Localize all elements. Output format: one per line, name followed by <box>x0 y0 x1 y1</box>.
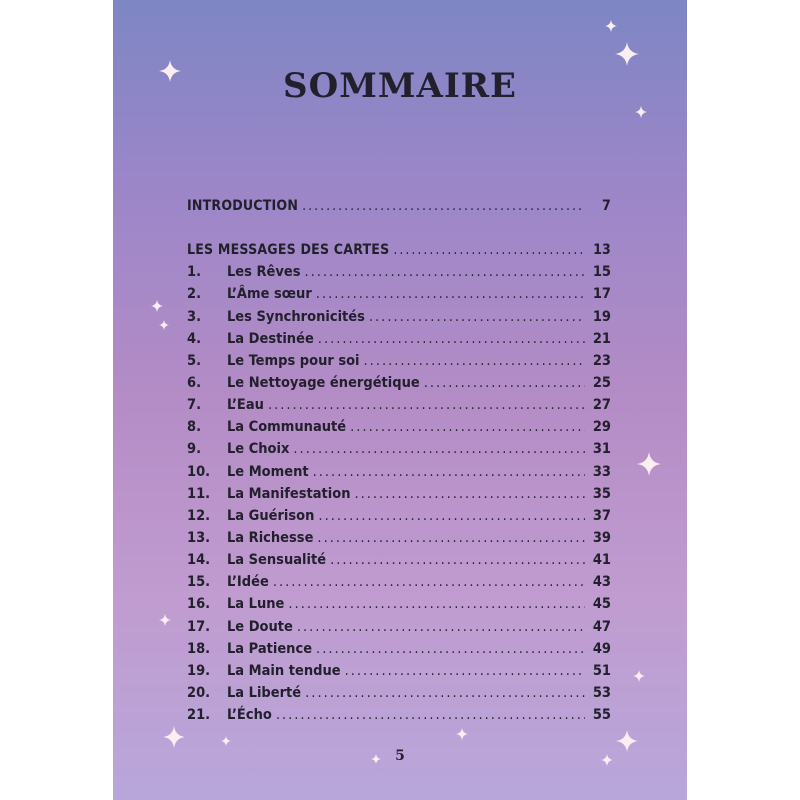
dot-leader <box>364 353 585 369</box>
toc-entry-page: 29 <box>592 419 611 436</box>
dot-leader <box>316 641 585 657</box>
toc-entry-label: La Sensualité <box>227 552 327 569</box>
toc-entry-number: 6. <box>187 374 202 391</box>
toc-entry-page: 17 <box>592 286 611 303</box>
toc-entry-page: 35 <box>592 485 611 502</box>
dot-leader <box>330 552 585 568</box>
dot-leader <box>318 508 585 524</box>
dot-leader <box>293 441 585 457</box>
dot-leader <box>317 530 585 546</box>
toc-entry-label: Le Choix <box>227 441 290 458</box>
page-title: SOMMAIRE <box>283 66 517 106</box>
page-number: 5 <box>395 748 405 764</box>
toc-entry-page: 23 <box>592 352 611 369</box>
toc-entry[interactable] <box>187 397 611 419</box>
toc-entry-number: 5. <box>187 352 202 369</box>
sparkle-star-icon <box>159 614 171 626</box>
toc-entry-label: La Destinée <box>227 330 314 347</box>
dot-leader <box>354 486 585 502</box>
toc-entry[interactable] <box>187 486 611 508</box>
toc-entry[interactable] <box>187 309 611 331</box>
toc-entry-page: 45 <box>592 596 611 613</box>
sparkle-star-icon <box>151 300 163 312</box>
toc-entry-label: L’Âme sœur <box>227 286 312 303</box>
toc-entry-number: 4. <box>187 330 202 347</box>
table-of-contents <box>187 198 611 729</box>
toc-entry-number: 20. <box>187 684 211 701</box>
toc-introduction[interactable] <box>187 198 611 220</box>
toc-entry-page: 39 <box>592 529 611 546</box>
toc-entry-page: 19 <box>592 308 611 325</box>
dot-leader <box>273 574 585 590</box>
toc-entry-label: La Main tendue <box>227 662 341 679</box>
toc-entry-page: 55 <box>592 707 611 724</box>
toc-introduction-label: INTRODUCTION <box>187 198 299 214</box>
toc-entry-label: Le Moment <box>227 463 309 480</box>
toc-entry-page: 37 <box>592 507 611 524</box>
toc-entry-label: La Patience <box>227 640 313 657</box>
dot-leader <box>316 286 585 302</box>
toc-entry-number: 15. <box>187 574 211 591</box>
toc-entry-label: Le Doute <box>227 618 293 635</box>
toc-entry-label: L’Eau <box>227 397 264 414</box>
toc-entry[interactable] <box>187 574 611 596</box>
toc-entry[interactable] <box>187 508 611 530</box>
toc-entry-number: 18. <box>187 640 211 657</box>
toc-entry-page: 15 <box>592 264 611 281</box>
toc-entry-label: Le Nettoyage énergétique <box>227 374 420 391</box>
dot-leader <box>297 619 585 635</box>
toc-entry-number: 13. <box>187 529 211 546</box>
toc-entry[interactable] <box>187 707 611 729</box>
toc-section-header[interactable] <box>187 242 611 264</box>
toc-entry-number: 9. <box>187 441 202 458</box>
toc-section-page: 13 <box>593 242 611 259</box>
sparkle-star-icon <box>605 20 617 32</box>
toc-entry-number: 8. <box>187 419 202 436</box>
toc-entry-page: 25 <box>592 374 611 391</box>
toc-introduction-page: 7 <box>602 198 611 214</box>
spacer <box>187 220 611 242</box>
toc-entry[interactable] <box>187 530 611 552</box>
sparkle-star-icon <box>163 726 185 748</box>
dot-leader <box>302 198 585 214</box>
sparkle-star-icon <box>456 728 468 740</box>
toc-entry-label: La Communauté <box>227 419 347 436</box>
toc-entry[interactable] <box>187 286 611 308</box>
toc-entry-page: 21 <box>592 330 611 347</box>
book-page <box>113 0 687 800</box>
sparkle-star-icon <box>615 42 639 66</box>
toc-entry-page: 41 <box>592 552 611 569</box>
toc-entry[interactable] <box>187 441 611 463</box>
toc-entry-number: 12. <box>187 507 211 524</box>
dot-leader <box>318 331 585 347</box>
toc-entry-page: 47 <box>592 618 611 635</box>
dot-leader <box>268 397 585 413</box>
dot-leader <box>313 464 585 480</box>
toc-entry-page: 33 <box>592 463 611 480</box>
sparkle-star-icon <box>635 106 647 118</box>
toc-entry-label: L’Écho <box>227 707 272 724</box>
toc-entry-number: 19. <box>187 662 211 679</box>
toc-entry[interactable] <box>187 464 611 486</box>
toc-entry[interactable] <box>187 353 611 375</box>
dot-leader <box>288 596 585 612</box>
toc-entry[interactable] <box>187 552 611 574</box>
toc-entry-number: 16. <box>187 596 211 613</box>
toc-entry-label: Les Rêves <box>227 264 301 281</box>
dot-leader <box>305 685 585 701</box>
dot-leader <box>276 707 585 723</box>
sparkle-star-icon <box>633 670 645 682</box>
toc-entry-number: 2. <box>187 286 202 303</box>
toc-entry-number: 7. <box>187 397 202 414</box>
dot-leader <box>304 264 585 280</box>
toc-entry[interactable] <box>187 596 611 618</box>
toc-entry[interactable] <box>187 331 611 353</box>
toc-entry-label: La Lune <box>227 596 285 613</box>
toc-entry-number: 21. <box>187 707 211 724</box>
toc-entry-number: 11. <box>187 485 211 502</box>
toc-entry-page: 51 <box>592 662 611 679</box>
toc-entry-label: La Guérison <box>227 507 315 524</box>
sparkle-star-icon <box>637 452 661 476</box>
sparkle-star-icon <box>221 736 231 746</box>
toc-entry-number: 14. <box>187 552 211 569</box>
toc-entry[interactable] <box>187 663 611 685</box>
toc-entry-label: La Richesse <box>227 529 314 546</box>
dot-leader <box>350 419 585 435</box>
toc-section-label: LES MESSAGES DES CARTES <box>187 242 390 259</box>
toc-entry-label: La Manifestation <box>227 485 351 502</box>
toc-entry-page: 49 <box>592 640 611 657</box>
dot-leader <box>345 663 585 679</box>
toc-entry[interactable] <box>187 419 611 441</box>
toc-entry-page: 53 <box>592 684 611 701</box>
toc-entry-label: Les Synchronicités <box>227 308 365 325</box>
toc-entry-label: La Liberté <box>227 684 302 701</box>
toc-entry[interactable] <box>187 375 611 397</box>
dot-leader <box>393 242 585 258</box>
toc-entry-page: 43 <box>592 574 611 591</box>
dot-leader <box>369 309 585 325</box>
toc-entry-label: Le Temps pour soi <box>227 352 360 369</box>
toc-entry[interactable] <box>187 619 611 641</box>
toc-entry-list <box>187 264 611 729</box>
toc-entry[interactable] <box>187 264 611 286</box>
toc-entry-page: 31 <box>592 441 611 458</box>
toc-entry[interactable] <box>187 685 611 707</box>
sparkle-star-icon <box>159 320 169 330</box>
toc-entry-number: 10. <box>187 463 211 480</box>
dot-leader <box>424 375 585 391</box>
toc-entry-number: 1. <box>187 264 202 281</box>
toc-entry[interactable] <box>187 641 611 663</box>
toc-entry-number: 3. <box>187 308 202 325</box>
toc-entry-page: 27 <box>592 397 611 414</box>
toc-entry-number: 17. <box>187 618 211 635</box>
toc-entry-label: L’Idée <box>227 574 269 591</box>
